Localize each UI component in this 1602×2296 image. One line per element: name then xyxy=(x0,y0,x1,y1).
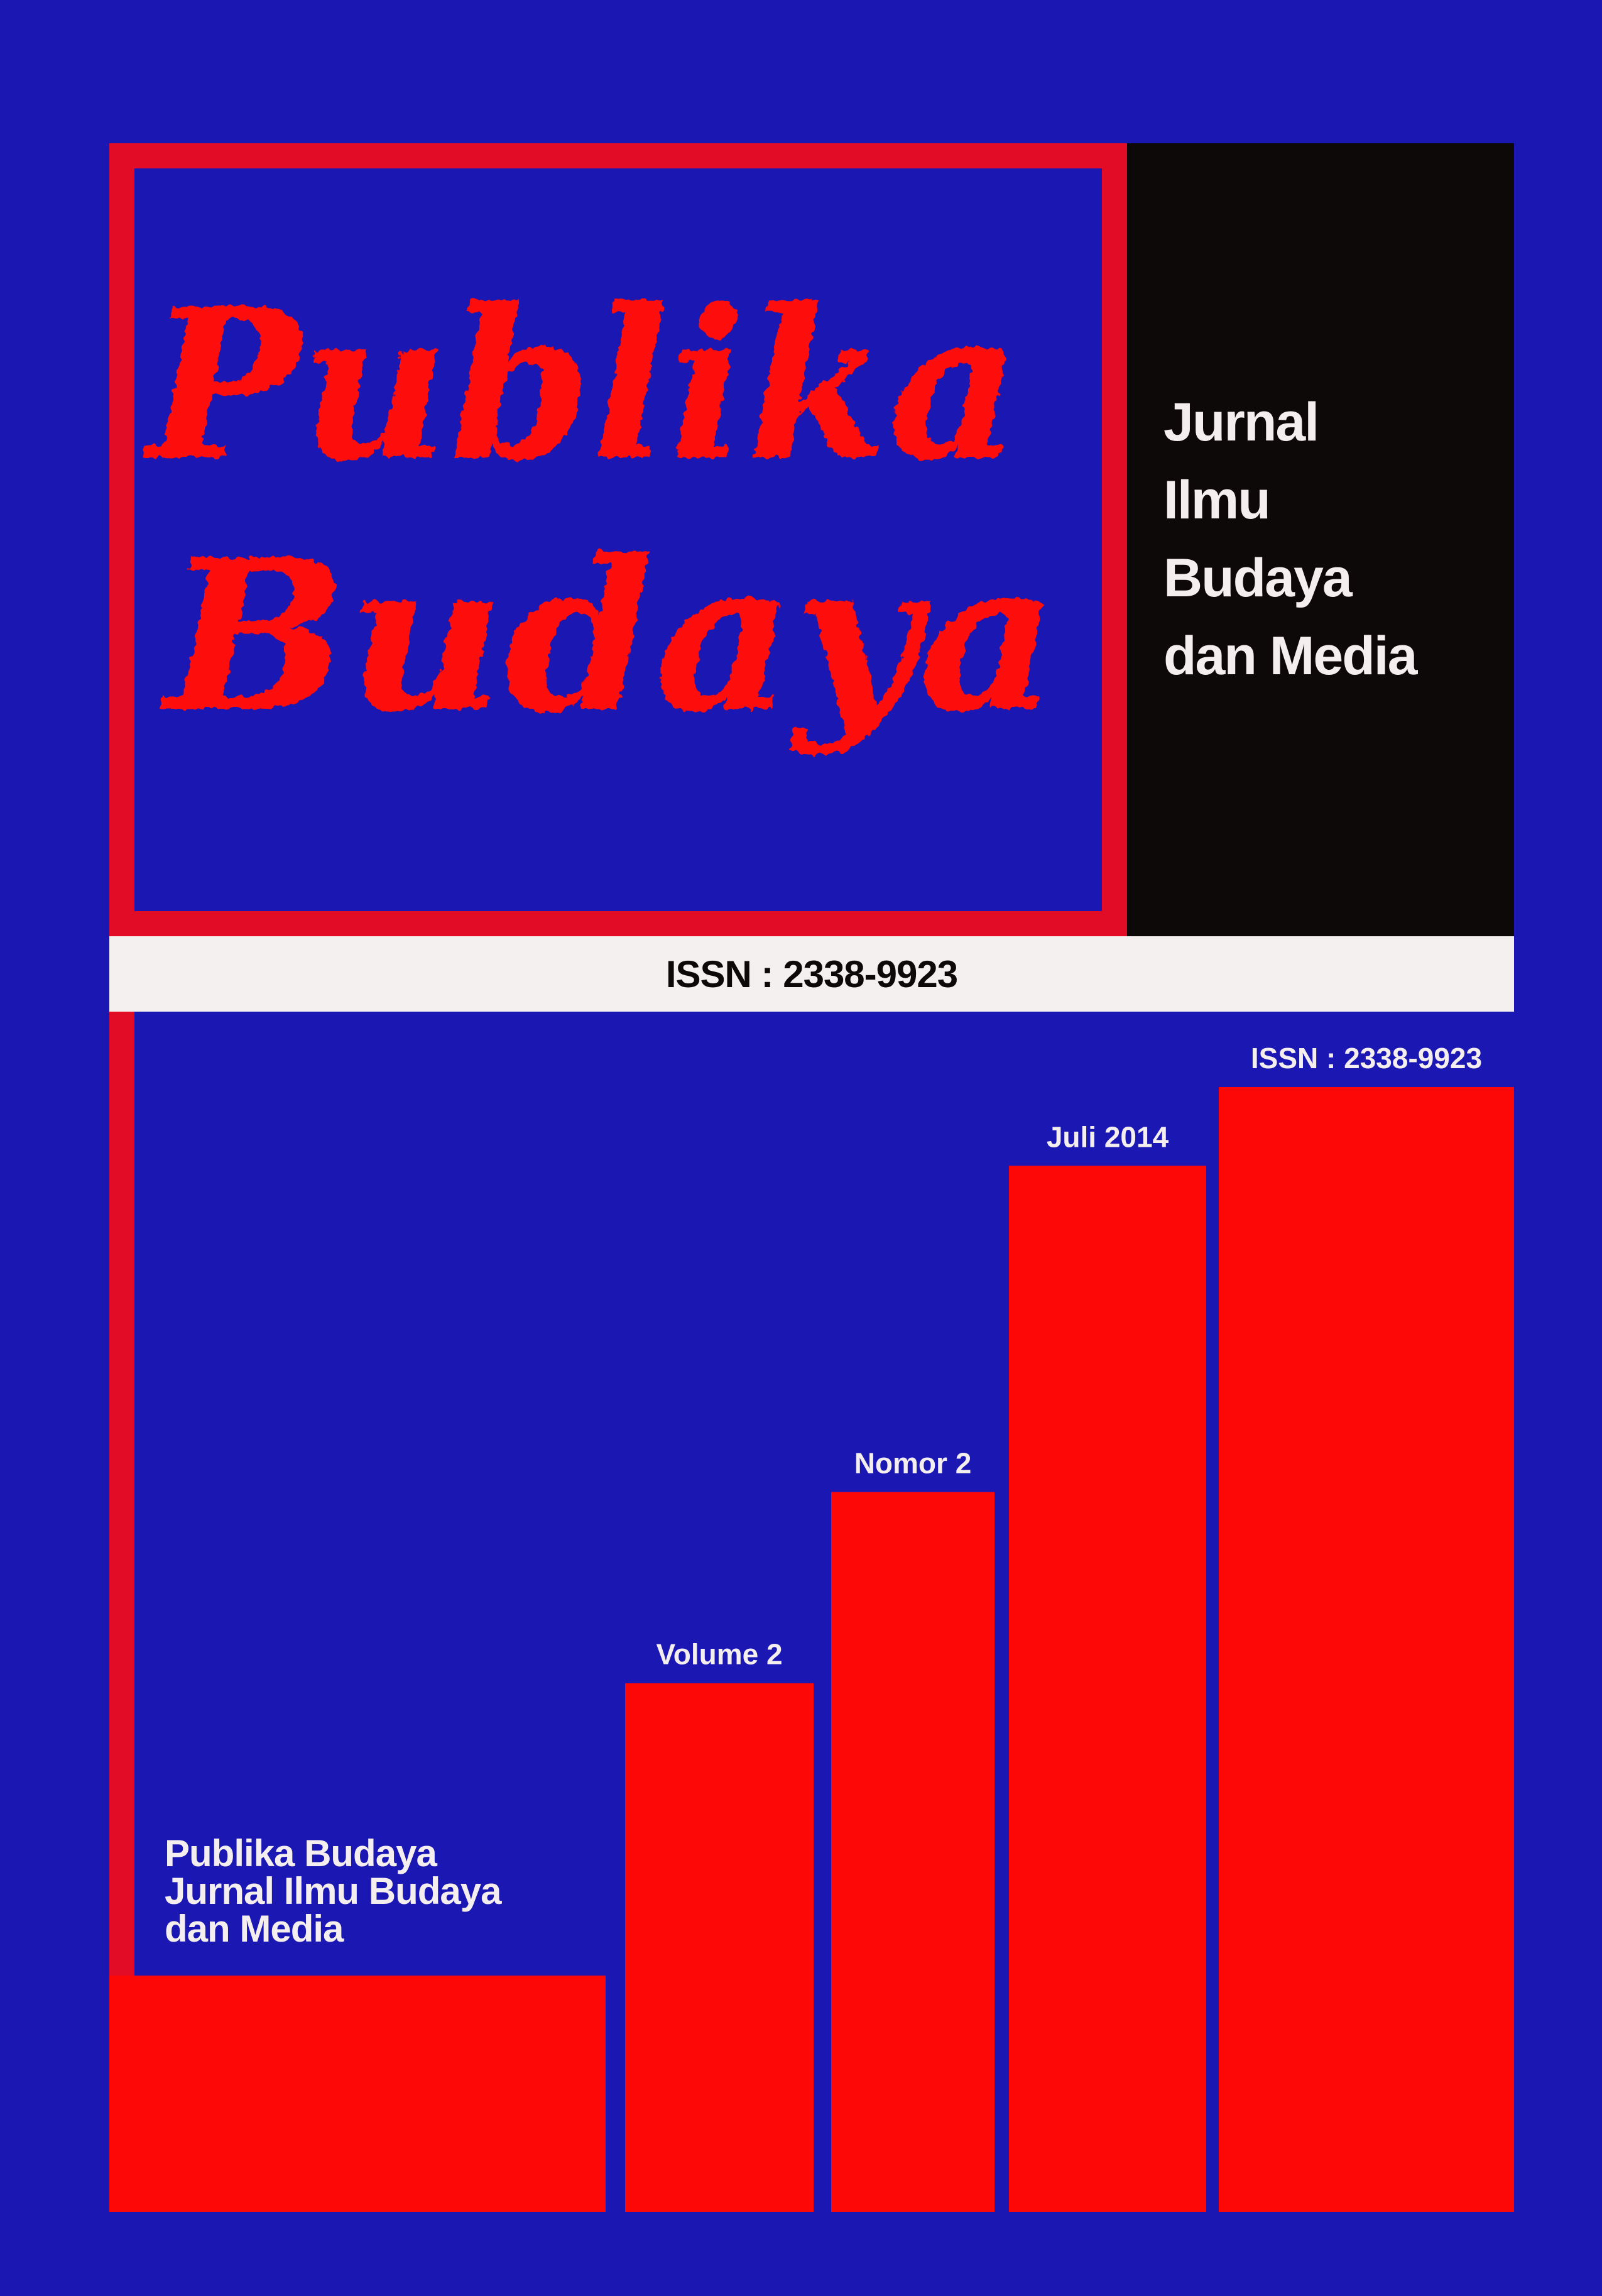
footer-title-line: Publika Budaya xyxy=(165,1832,437,1874)
step-bar xyxy=(1009,1166,1206,2212)
step-bar xyxy=(831,1492,994,2212)
footer-title-line: dan Media xyxy=(165,1908,344,1950)
footer-journal-title xyxy=(165,1832,604,1950)
step-label: Nomor 2 xyxy=(854,1446,972,1480)
subtitle-line: Ilmu xyxy=(1163,470,1270,530)
step-label: Volume 2 xyxy=(656,1637,783,1671)
masthead-title-line1: Publika xyxy=(140,263,1021,506)
footer-title-line: Jurnal Ilmu Budaya xyxy=(165,1870,501,1912)
issn-text: ISSN : 2338-9923 xyxy=(665,953,958,995)
subtitle-line: Jurnal xyxy=(1163,392,1319,452)
subtitle-line: dan Media xyxy=(1163,626,1417,686)
step-bar xyxy=(625,1683,814,2212)
step-label: Juli 2014 xyxy=(1046,1120,1169,1154)
step-bar xyxy=(1219,1087,1514,2212)
masthead-title-line2: Budaya xyxy=(159,514,1058,758)
subtitle-line: Budaya xyxy=(1163,548,1351,608)
step-bar xyxy=(109,1976,606,2212)
step-label: ISSN : 2338-9923 xyxy=(1250,1042,1483,1074)
